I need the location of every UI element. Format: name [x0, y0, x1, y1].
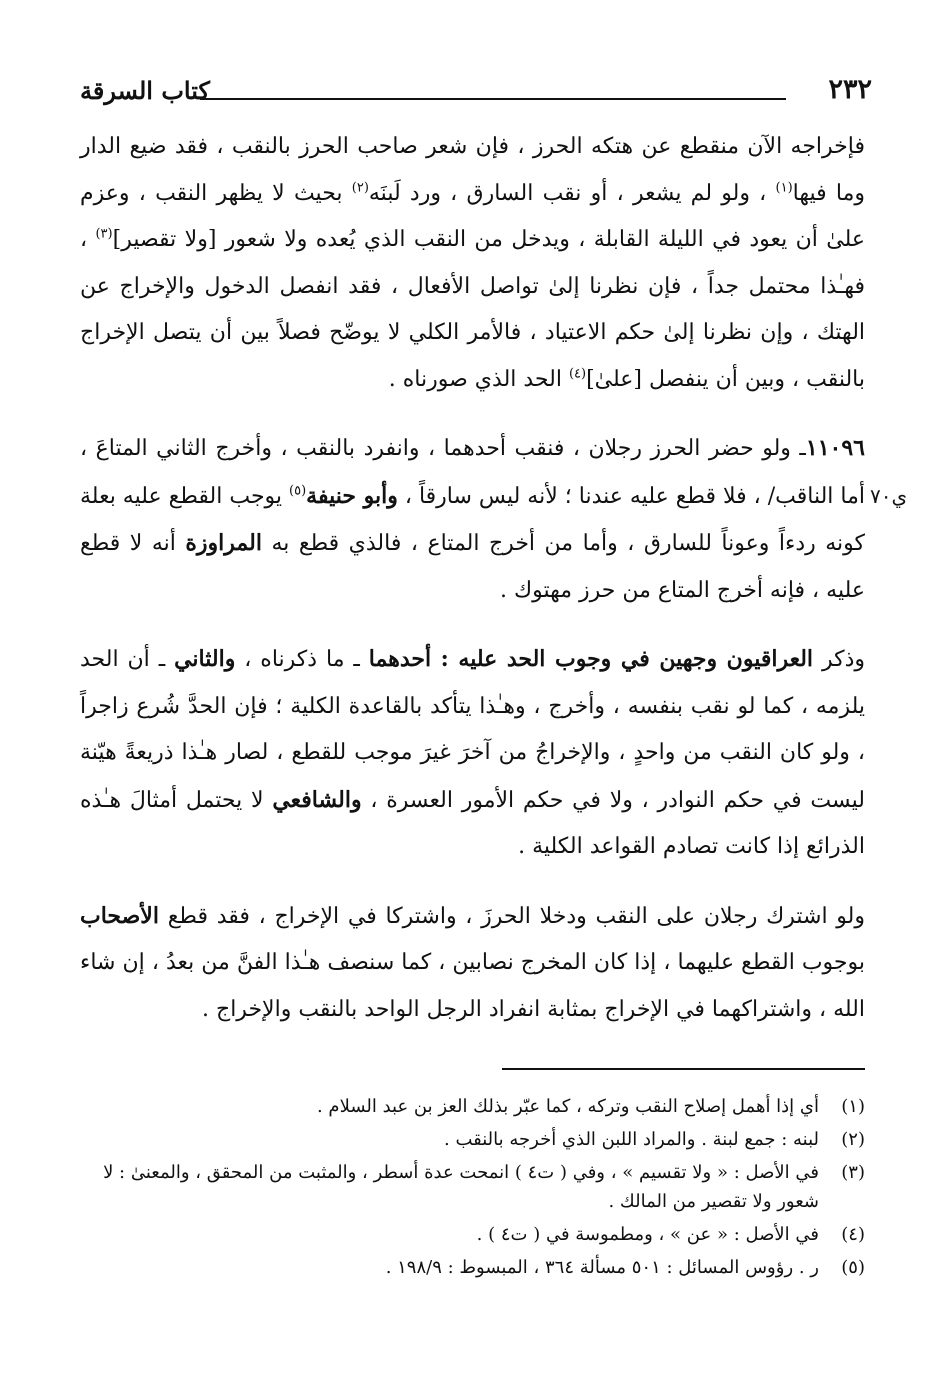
text-line: ـ ولو حضر الحرز رجلان ، فنقب أحدهما ، وانفرد بالنقب ، وأخرج [215, 436, 806, 461]
paragraph-2 [80, 425, 865, 614]
named-scholar: والشافعي [272, 786, 362, 813]
footnote [80, 1125, 865, 1154]
issue-number: ١١٠٩٦ [805, 435, 865, 461]
footnotes [80, 1092, 865, 1286]
footnote-number: (٣) [841, 1162, 865, 1183]
text-line: النقب ، وعزم علىٰ أن يعود في الليلة القابلة ، ويدخل من النقب الذي يُعده ولا شعور [80, 180, 865, 252]
text-line: بحيث لا يظهر [216, 180, 352, 206]
footnote [80, 1253, 865, 1282]
footnote-text: في الأصل : « عن » ، ومطموسة في ( ت٤ ) . [476, 1224, 819, 1245]
emphasis: والثاني [174, 646, 236, 672]
text-line: ، فهـٰذا محتمل جداً ، فإن نظرنا إلىٰ تواصل الأفعال ، فقد انفصل [80, 227, 866, 299]
page-header [80, 72, 872, 112]
text-line: من بعدُ ، إن شاء الله ، واشتراكهما في الإخراج بمثابة انفراد الرجل الواحد بالنقب [80, 950, 865, 1022]
text-line: فإخراجه الآن منقطع عن هتكه الحرز ، فإن شعر صاحب الحرز بالنقب ، فقد ضيع [129, 134, 865, 159]
text-line: يحتمل أمثالَ هـٰذه الذرائع إذا كانت تصادم القواعد الكلية . [80, 787, 865, 859]
main-text [80, 124, 865, 1033]
text-line: ـ أن [127, 647, 175, 672]
text-line: الحد الذي صورناه . [388, 366, 569, 392]
paragraph-3 [80, 636, 865, 871]
paragraph-4 [80, 893, 865, 1034]
footnote [80, 1158, 865, 1216]
paragraph-1 [80, 124, 865, 403]
footnote-number: (٢) [841, 1129, 865, 1150]
footnote-text: لبنه : جمع لبنة . والمراد اللبن الذي أخرجه بالنقب . [444, 1129, 819, 1150]
text-line: يوجب القطع عليه بعلة كونه ردءاً وعوناً للسارق ، وأما من أخرج المتاع ، فالذي قطع [80, 483, 866, 556]
manuscript-margin-note: ي٧٠ [870, 484, 908, 508]
text-line: بوجوب القطع عليهما ، إذا كان المخرج نصابين ، كما سنصف هـٰذا الفنَّ [236, 950, 866, 975]
footnote [80, 1092, 865, 1121]
footnote-text: أي إذا أهمل إصلاح النقب وتركه ، كما عبّر بذلك العز بن عبد السلام . [316, 1096, 819, 1117]
text-line: هـٰذا ذريعةً هيّنة ليست في حكم النوادر ، ولا في حكم الأمور العسرة ، [80, 740, 865, 813]
running-title: كتاب السرقة [80, 76, 210, 105]
text-line: ولو اشترك رجلان على النقب ودخلا الحرزَ ، واشتركا في الإخراج ، فقد قطع [167, 903, 866, 929]
text-line: ، ولو لم يشعر ، أو نقب السارق ، ورد لَبنَه [368, 180, 776, 206]
footnote-text: في الأصل : « ولا تقسيم » ، وفي ( ت٤ ) انمحت عدة أسطر ، والمثبت من المحقق ، والمعنىٰ : لا شعور ولا تقصير من المالك . [103, 1162, 819, 1212]
footnote-number: (٤) [841, 1224, 865, 1245]
footnote-ref[interactable]: (١) [775, 180, 793, 196]
text-line: والإخراج . [202, 996, 292, 1022]
footnote-ref[interactable]: (٣) [95, 226, 113, 242]
named-school: الأصحاب [80, 902, 159, 929]
text-line: الدار وما فيها [80, 134, 865, 206]
text-line: الثاني المتاعَ ، أما الناقب/ ، فلا قطع عليه عندنا ؛ لأنه ليس سارقاً ، [80, 436, 865, 509]
text-line: الحد يلزمه ، كما لو نقب بنفسه ، وأخرج ، وهـٰذا يتأكد بالقاعدة الكلية ؛ فإن الحدَّ [80, 647, 866, 719]
footnote-text: ر . رؤوس المسائل : ٥٠١ مسألة ٣٦٤ ، المبسوط : ١٩٨/٩ . [385, 1257, 819, 1278]
footnote-rule [502, 1068, 865, 1070]
named-school: المراوزة [185, 530, 262, 556]
text-line: به [261, 531, 290, 556]
named-scholar: وأبو حنيفة [306, 482, 398, 509]
text-line: [ولا تقصير] [112, 227, 217, 252]
footnote-ref[interactable]: (٤) [568, 366, 587, 382]
header-rule [200, 98, 786, 100]
text-line: وذكر [813, 647, 866, 672]
text-line: أنه لا قطع عليه ، فإنه أخرج المتاع من حرز مهتوك . [80, 531, 865, 603]
named-school: العراقيون وجهين في وجوب الحد عليه : أحدهما [368, 646, 814, 672]
text-line: الدخول والإخراج عن الهتك ، وإن نظرنا إلىٰ حكم الاعتياد ، فالأمر الكلي لا يوضّح [80, 273, 866, 345]
footnote-number: (٥) [841, 1257, 865, 1278]
text-line: لا [251, 787, 273, 813]
page-number: ٢٣٢ [828, 74, 872, 105]
text-line: شُرع زاجراً ، ولو كان النقب من واحدٍ ، والإخراجُ من آخرَ غيرَ موجب للقطع ، لصار [80, 693, 865, 765]
footnote-ref[interactable]: (٥) [289, 483, 307, 499]
footnote [80, 1220, 865, 1249]
footnote-number: (١) [841, 1096, 865, 1117]
footnote-ref[interactable]: (٢) [351, 180, 369, 196]
text-line: ـ ما ذكرناه ، [235, 647, 369, 672]
text-line: فصلاً بين أن يتصل الإخراج بالنقب ، وبين أن ينفصل [علىٰ] [80, 320, 865, 392]
